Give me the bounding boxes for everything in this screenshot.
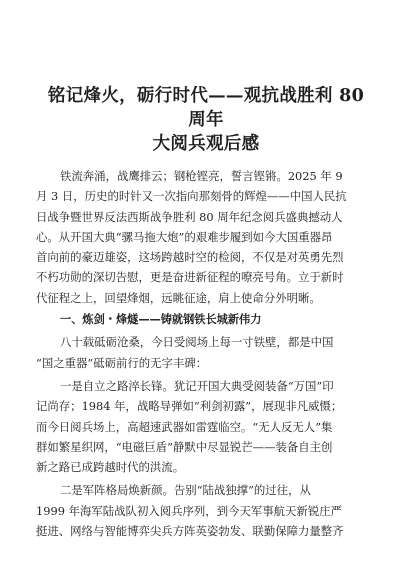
paragraph-line: “国之重器”砥砺前行的无字丰碑：	[36, 355, 208, 370]
paragraph-line: 代征程之上，回望烽烟，远眺征途，肩上使命分外明晰。	[36, 290, 321, 305]
paragraph-line: 八十载砥砺沧桑，今日受阅场上每一寸铁壁，都是中国	[60, 335, 334, 350]
paragraph-line: 一是自立之路淬长锋。犹记开国大典受阅装备“万国”印	[60, 378, 334, 393]
body-paragraph	[36, 480, 376, 541]
paragraph-line: 二是军阵格局焕新颜。告别“陆战独撑”的过往，从	[60, 483, 311, 498]
paragraph-line: 日战争暨世界反法西斯战争胜利 80 周年纪念阅兵盛典撼动人	[36, 209, 343, 224]
paragraph-line: 铁流奔涌，战鹰排云；钢枪铿亮，誓言铿锵。2025 年 9	[60, 169, 343, 183]
document-title	[36, 84, 376, 156]
title-line: 铭记烽火，砺行时代——观抗战胜利 80 周年	[47, 86, 365, 130]
paragraph-line: 记尚存；1984 年，战略导弹如“利剑初露”，展现非凡威慑；	[36, 399, 343, 414]
paragraph-line: 心。从开国大典“骡马拖大炮”的艰难步履到如今大国重器昂	[36, 229, 333, 244]
paragraph-line: 新之路已成跨越时代的洪流。	[36, 460, 185, 475]
paragraph-line: 群如繁星织网，“电磁巨盾”静默中尽显锐芒——装备自主创	[36, 439, 333, 454]
paragraph-line: 而今日阅兵场上，高超速武器如雷霆临空。“无人反无人”集	[36, 419, 333, 434]
body-paragraph	[36, 332, 376, 373]
intro-paragraph	[36, 166, 376, 308]
paragraph-line: 1999 年海军陆战队初入阅兵序列，到今天军事航天新锐庄严	[36, 503, 342, 518]
body-paragraph	[36, 376, 376, 477]
section-heading	[36, 310, 376, 330]
title-line: 大阅兵观后感	[152, 134, 260, 154]
section-heading-text: 一、炼剑・烽燧——铸就钢铁长城新伟力	[60, 313, 262, 327]
paragraph-line: 挺进、网络与智能博弈尖兵方阵英姿勃发、联勤保障力量整齐	[36, 524, 344, 539]
paragraph-line: 首向前的豪迈雄姿，这场跨越时空的检阅，不仅是对英勇先烈	[36, 250, 344, 265]
paragraph-line: 不朽功勋的深切告慰，更是奋进新征程的嘹亮号角。立于新时	[36, 270, 344, 285]
paragraph-line: 月 3 日，历史的时针又一次指向那刻骨的辉煌——中国人民抗	[36, 189, 347, 204]
